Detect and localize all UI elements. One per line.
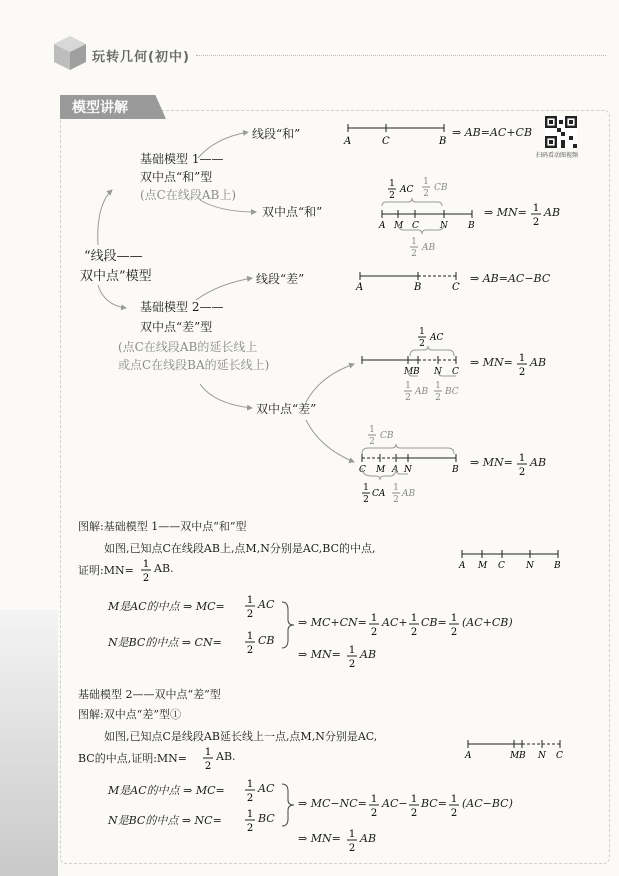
svg-text:N: N [538, 751, 546, 761]
model-2-subtitle: 双中点“差”型 [140, 320, 213, 334]
result-midpoint-diff-1-b: AB [530, 356, 547, 369]
proof-2-line-1: M是AC的中点 ⇒ MC= [108, 784, 225, 797]
diagram-segment-diff [352, 266, 468, 292]
proof-2-heading: 基础模型 2——双中点“差”型 [78, 688, 221, 701]
svg-text:1: 1 [450, 794, 458, 805]
branch-segment-diff: 线段“差” [256, 272, 305, 286]
svg-text:2: 2 [419, 339, 425, 349]
svg-text:1: 1 [410, 613, 418, 624]
svg-text:AB: AB [415, 387, 429, 397]
svg-text:1: 1 [370, 613, 378, 624]
svg-text:B: B [519, 751, 526, 761]
section-title: 模型讲解 [72, 100, 128, 116]
svg-text:B: B [452, 465, 459, 475]
svg-text:M: M [510, 751, 520, 761]
svg-text:AC: AC [430, 333, 444, 343]
svg-text:1: 1 [142, 559, 150, 570]
root-label-line-1: “线段—— [84, 249, 143, 264]
svg-text:C: C [359, 465, 366, 475]
svg-text:CB: CB [434, 183, 448, 193]
proof-1-prove: 证明:MN= [78, 564, 134, 577]
result-midpoint-diff-1-a: ⇒ MN= [470, 356, 513, 369]
svg-text:N: N [404, 465, 412, 475]
proof-2-combine-b: AC− [382, 797, 408, 810]
model-2-note-2: 或点C在线段BA的延长线上) [118, 358, 270, 372]
model-1-title: 基础模型 1—— [140, 152, 224, 166]
svg-text:2: 2 [518, 367, 526, 378]
svg-text:2: 2 [389, 191, 395, 201]
svg-text:1: 1 [419, 327, 425, 337]
fraction-half [244, 776, 256, 804]
svg-text:A: A [356, 282, 364, 292]
svg-text:1: 1 [435, 381, 441, 391]
svg-text:CB: CB [380, 431, 394, 441]
model-1-note: (点C在线段AB上) [140, 188, 237, 202]
svg-text:2: 2 [246, 645, 254, 656]
proof-2-statement: 如图,已知点C是线段AB延长线上一点,点M,N分别是AC, [104, 730, 378, 743]
svg-text:2: 2 [405, 393, 411, 403]
proof-2-conclusion-tail: AB [360, 832, 377, 845]
svg-text:B: B [413, 367, 420, 377]
proof-2-combine-d: (AC−BC) [462, 797, 513, 810]
svg-text:2: 2 [423, 189, 429, 199]
result-midpoint-sum-b: AB [544, 206, 561, 219]
fraction-half [516, 450, 528, 478]
fraction-half [448, 610, 460, 638]
svg-text:1: 1 [246, 595, 254, 606]
svg-text:2: 2 [246, 823, 254, 834]
point-label: C [382, 136, 390, 147]
svg-text:1: 1 [246, 631, 254, 642]
svg-text:2: 2 [363, 495, 369, 505]
svg-text:M: M [394, 221, 404, 231]
fraction-half [408, 610, 420, 638]
proof-1-combine-b: AC+ [382, 616, 408, 629]
svg-text:C: C [412, 221, 419, 231]
svg-text:2: 2 [518, 467, 526, 478]
model-2-note-1: (点C在线段AB的延长线上 [118, 340, 258, 354]
proof-2-line-1-tail: AC [258, 782, 275, 795]
proof-1-line-2-tail: CB [258, 634, 275, 647]
svg-text:N: N [526, 561, 534, 571]
svg-text:B: B [554, 561, 561, 571]
result-midpoint-diff-2-b: AB [530, 456, 547, 469]
svg-text:1: 1 [348, 829, 356, 840]
svg-text:1: 1 [532, 203, 540, 214]
proof-1-heading: 图解:基础模型 1——双中点“和”型 [78, 520, 247, 533]
svg-text:2: 2 [435, 393, 441, 403]
result-segment-diff: ⇒ AB=AC−BC [470, 272, 551, 285]
svg-text:N: N [434, 367, 442, 377]
result-segment-sum: ⇒ AB=AC+CB [452, 126, 533, 139]
svg-text:1: 1 [518, 353, 526, 364]
proof-2-combine-c: BC= [421, 797, 447, 810]
root-label-line-2: 双中点”模型 [80, 269, 152, 284]
svg-text:2: 2 [411, 249, 417, 259]
proof-2-conclusion: ⇒ MN= [298, 832, 341, 845]
svg-text:2: 2 [246, 793, 254, 804]
proof-1-combine-c: CB= [421, 616, 447, 629]
branch-midpoint-sum: 双中点“和” [262, 205, 323, 219]
svg-text:2: 2 [450, 627, 458, 638]
svg-text:1: 1 [246, 779, 254, 790]
fraction-half [368, 610, 380, 638]
result-midpoint-diff-2-a: ⇒ MN= [470, 456, 513, 469]
svg-text:1: 1 [363, 483, 369, 493]
svg-text:2: 2 [410, 627, 418, 638]
svg-text:M: M [376, 465, 386, 475]
svg-text:A: A [465, 751, 472, 761]
svg-text:C: C [452, 282, 460, 292]
diagram-midpoint-diff-1 [352, 322, 470, 408]
svg-text:2: 2 [204, 761, 212, 772]
fraction-half [346, 642, 358, 670]
svg-text:1: 1 [411, 237, 417, 247]
svg-text:M: M [404, 367, 414, 377]
svg-text:1: 1 [405, 381, 411, 391]
fraction-half [244, 592, 256, 620]
svg-text:AB: AB [422, 243, 436, 253]
diagram-proof-1 [454, 546, 566, 572]
svg-text:AB: AB [402, 489, 416, 499]
book-title: 玩转几何(初中) [92, 50, 190, 65]
fraction-half [516, 350, 528, 378]
svg-text:B: B [414, 282, 422, 292]
branch-midpoint-diff: 双中点“差” [256, 402, 317, 416]
qr-caption: 扫码看动图视频 [536, 152, 579, 159]
branch-segment-sum: 线段“和” [252, 127, 301, 141]
svg-text:1: 1 [389, 179, 395, 189]
svg-text:A: A [379, 221, 386, 231]
svg-text:2: 2 [348, 843, 356, 854]
proof-1-conclusion: ⇒ MN= [298, 648, 341, 661]
result-midpoint-sum-a: ⇒ MN= [484, 206, 527, 219]
proof-1-conclusion-tail: AB [360, 648, 377, 661]
proof-2-line-2-tail: BC [258, 812, 275, 825]
proof-1-line-2: N是BC的中点 ⇒ CN= [108, 636, 222, 649]
svg-text:AC: AC [400, 185, 414, 195]
svg-text:1: 1 [450, 613, 458, 624]
proof-1-combine-d: (AC+CB) [462, 616, 513, 629]
proof-2-statement-tail: AB. [216, 750, 236, 763]
diagram-midpoint-sum [370, 170, 480, 262]
proof-1-line-1-tail: AC [258, 598, 275, 611]
svg-text:2: 2 [450, 808, 458, 819]
svg-text:CA: CA [372, 489, 386, 499]
fraction-half [408, 791, 420, 819]
svg-text:1: 1 [518, 453, 526, 464]
proof-1-statement: 如图,已知点C在线段AB上,点M,N分别是AC,BC的中点, [104, 542, 376, 555]
proof-2-line-2: N是BC的中点 ⇒ NC= [108, 814, 222, 827]
svg-text:1: 1 [370, 794, 378, 805]
svg-text:1: 1 [410, 794, 418, 805]
svg-text:C: C [452, 367, 459, 377]
svg-text:2: 2 [393, 495, 399, 505]
svg-text:2: 2 [348, 659, 356, 670]
svg-text:C: C [498, 561, 505, 571]
svg-text:1: 1 [246, 809, 254, 820]
svg-text:2: 2 [369, 437, 375, 447]
svg-text:M: M [478, 561, 488, 571]
diagram-segment-sum [340, 118, 450, 150]
proof-1-prove-tail: AB. [154, 562, 174, 575]
model-2-title: 基础模型 2—— [140, 300, 224, 314]
svg-text:2: 2 [532, 217, 540, 228]
fraction-half [448, 791, 460, 819]
proof-1-combine: ⇒ MC+CN= [298, 616, 367, 629]
point-label: B [439, 136, 447, 147]
fraction-half [244, 628, 256, 656]
fraction-half [346, 826, 358, 854]
svg-text:A: A [459, 561, 466, 571]
brace-icon [280, 600, 296, 650]
fraction-half [530, 200, 542, 228]
svg-text:1: 1 [348, 645, 356, 656]
model-1-subtitle: 双中点“和”型 [140, 170, 213, 184]
svg-text:B: B [468, 221, 475, 231]
svg-text:2: 2 [370, 808, 378, 819]
brace-icon [280, 782, 296, 828]
svg-text:1: 1 [204, 747, 212, 758]
proof-2-combine: ⇒ MC−NC= [298, 797, 367, 810]
svg-text:C: C [556, 751, 563, 761]
diagram-midpoint-diff-2 [352, 420, 464, 508]
svg-text:2: 2 [370, 627, 378, 638]
svg-text:BC: BC [445, 387, 459, 397]
svg-text:1: 1 [369, 425, 375, 435]
svg-text:1: 1 [393, 483, 399, 493]
fraction-half [368, 791, 380, 819]
proof-1-line-1: M是AC的中点 ⇒ MC= [108, 600, 225, 613]
fraction-half [202, 744, 214, 772]
fraction-half [140, 556, 152, 584]
proof-2-subheading: 图解:双中点“差”型① [78, 708, 181, 721]
svg-text:N: N [440, 221, 448, 231]
fraction-half [244, 806, 256, 834]
point-label: A [344, 136, 352, 147]
svg-text:1: 1 [423, 177, 429, 187]
svg-text:2: 2 [142, 573, 150, 584]
svg-text:2: 2 [246, 609, 254, 620]
svg-text:2: 2 [410, 808, 418, 819]
diagram-proof-2 [460, 736, 570, 762]
proof-2-statement-2: BC的中点,证明:MN= [78, 752, 188, 765]
svg-text:A: A [392, 465, 399, 475]
